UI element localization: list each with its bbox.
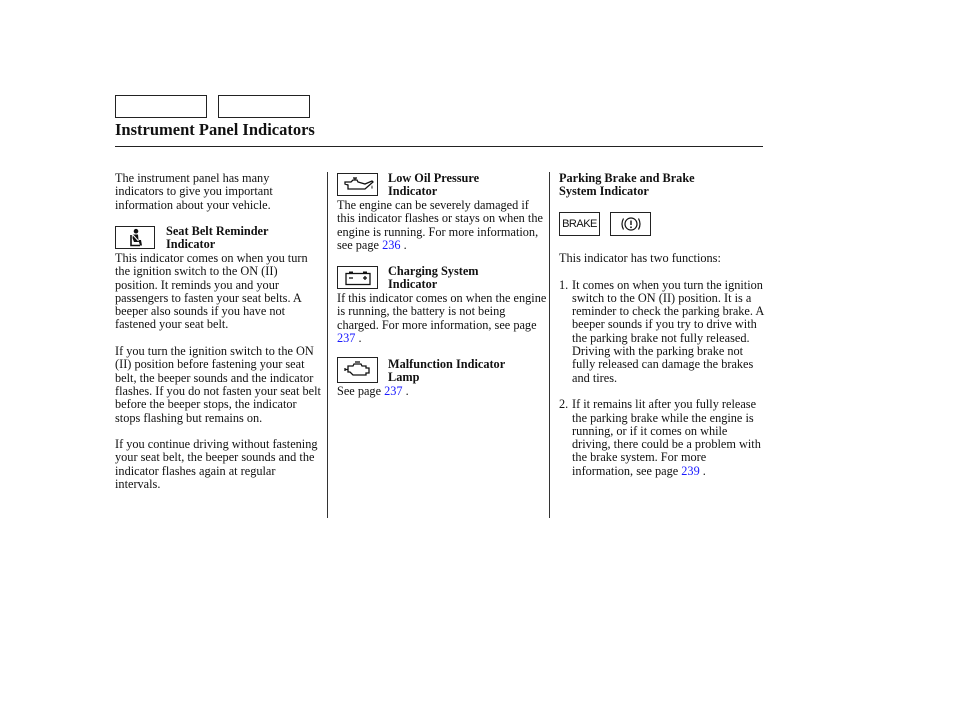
- next-page-button[interactable]: [218, 95, 310, 118]
- column-divider: [549, 172, 550, 518]
- seatbelt-paragraph-2: If you turn the ignition switch to the ON (II) position before fastening your seat belt, the beeper sounds and the indicator flashes. If you do not fasten your seat belt before the beeper stops, the indicator stops flashing but remains on.: [115, 344, 321, 425]
- oil-can-icon: [337, 173, 378, 196]
- brake-label-icon: [559, 212, 600, 236]
- previous-page-button[interactable]: [115, 95, 207, 118]
- malfunction-heading-line2: Lamp: [388, 370, 420, 385]
- charging-page-link[interactable]: 237: [337, 330, 356, 345]
- seatbelt-heading: [166, 225, 316, 252]
- brake-heading-line1: Parking Brake and Brake: [559, 171, 695, 185]
- oil-heading: [388, 172, 543, 199]
- charging-text: If this indicator comes on when the engine is running, the battery is not being charged. For more information, see page: [337, 291, 547, 332]
- oil-period: .: [400, 237, 407, 252]
- list-item: [559, 279, 764, 385]
- charging-heading-line2: Indicator: [388, 277, 438, 292]
- malfunction-heading: [388, 358, 543, 385]
- check-engine-icon: [337, 357, 378, 383]
- brake-heading: [559, 172, 759, 199]
- malfunction-heading-line1: Malfunction Indicator: [388, 357, 506, 371]
- seatbelt-paragraph-3: If you continue driving without fastening your seat belt, the beeper sounds and the indicator flashes again at regular intervals.: [115, 437, 318, 492]
- list-number: 1.: [559, 277, 569, 292]
- battery-icon: [337, 266, 378, 289]
- seatbelt-body: [115, 252, 323, 491]
- malfunction-text: See page: [337, 384, 382, 398]
- page-title: Instrument Panel Indicators: [115, 120, 315, 139]
- column-divider: [327, 172, 328, 518]
- brake-warning-icon: [610, 212, 651, 236]
- brake-functions-list: [559, 279, 764, 478]
- brake-period: .: [699, 463, 706, 478]
- brake-page-link[interactable]: 239: [681, 463, 700, 478]
- charging-period: .: [355, 330, 362, 345]
- malfunction-page-link[interactable]: 237: [384, 384, 403, 398]
- oil-text: The engine can be severely damaged if this indicator flashes or stays on when the engine is running. For more information, see page: [337, 198, 543, 252]
- oil-heading-line1: Low Oil Pressure: [388, 171, 480, 185]
- brake-label: BRAKE: [562, 218, 597, 230]
- title-divider: [115, 146, 763, 147]
- brake-intro: This indicator has two functions:: [559, 251, 721, 265]
- seatbelt-heading-line1: Seat Belt Reminder: [166, 224, 269, 238]
- charging-heading-line1: Charging System: [388, 264, 479, 278]
- seatbelt-paragraph-1: This indicator comes on when you turn the ignition switch to the ON (II) position. It reminds you and your passengers to fasten your seat belts. A beeper also sounds if you have not fastened your seat belt.: [115, 251, 308, 332]
- charging-heading: [388, 265, 543, 292]
- brake-body: [559, 252, 764, 478]
- list-number: 2.: [559, 397, 569, 412]
- intro-paragraph: The instrument panel has many indicators to give you important information about your vehicle.: [115, 171, 273, 212]
- seatbelt-heading-line2: Indicator: [166, 237, 216, 252]
- list-item-text: It comes on when you turn the ignition switch to the ON (II) position. It is a reminder to check the parking brake. A beeper sounds if you try to drive with the parking brake not fully released. Driving with the parking brake not fully released can damage the brakes and tires.: [572, 277, 764, 385]
- oil-heading-line2: Indicator: [388, 184, 438, 199]
- charging-body: [337, 292, 547, 345]
- list-item: [559, 398, 764, 478]
- intro-text: [115, 172, 320, 212]
- malfunction-body: [337, 385, 547, 398]
- oil-page-link[interactable]: 236: [382, 237, 401, 252]
- seatbelt-reminder-icon: [115, 226, 155, 249]
- list-item-text: If it remains lit after you fully release the parking brake while the engine is running, or if it comes on while driving, there could be a problem with the brake system. For more information, see page: [572, 397, 761, 478]
- brake-heading-line2: System Indicator: [559, 184, 649, 199]
- malfunction-period: .: [402, 384, 409, 398]
- oil-body: [337, 199, 547, 252]
